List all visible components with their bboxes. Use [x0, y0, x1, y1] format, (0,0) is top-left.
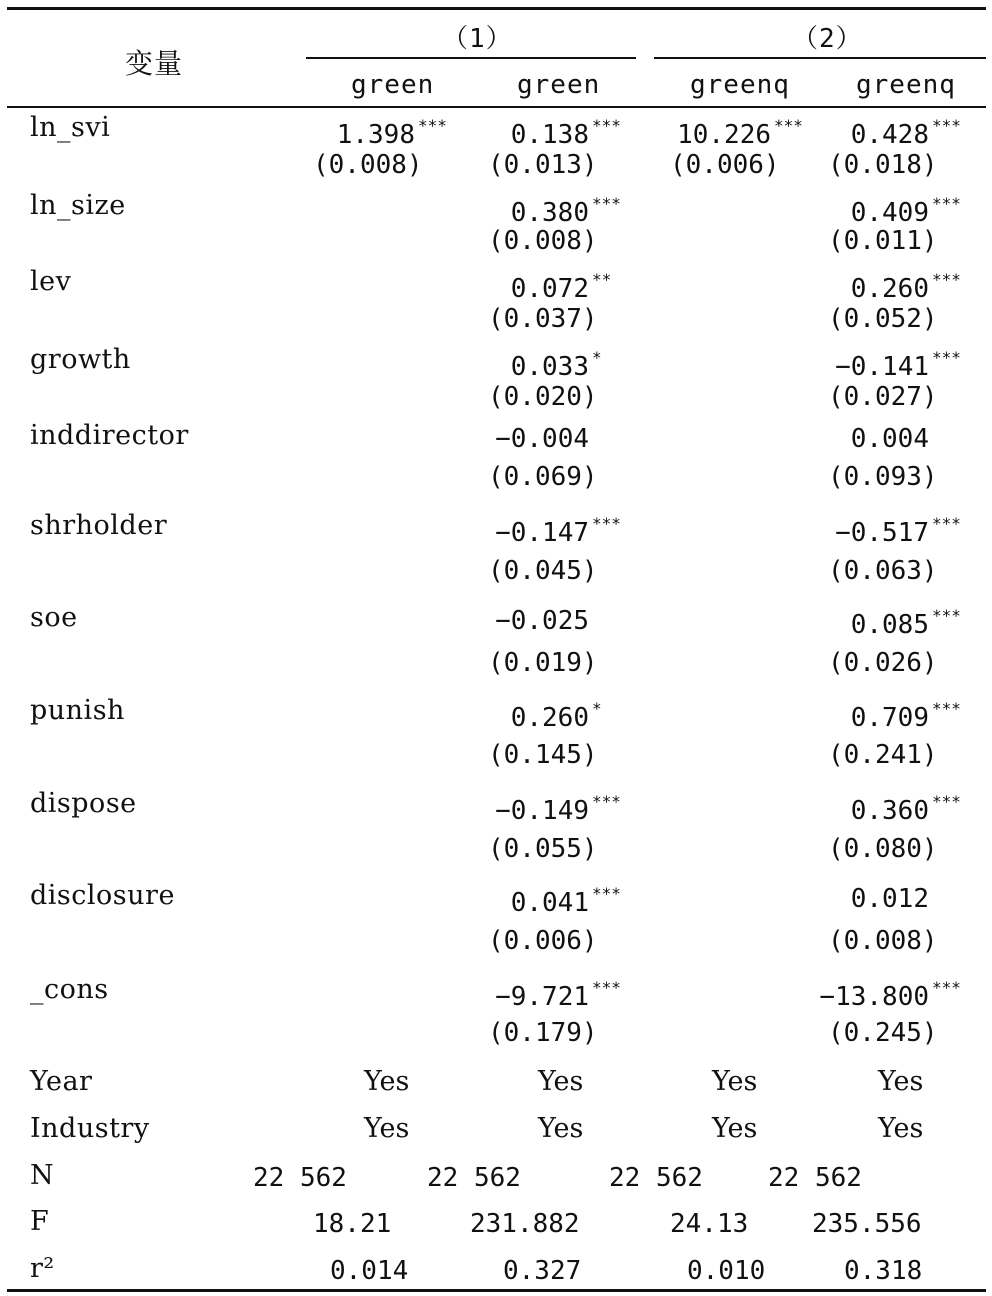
standard-error: (0.006) — [670, 150, 780, 180]
coefficient-cell — [495, 978, 626, 1012]
variable-label: dispose — [30, 788, 137, 819]
coefficient-value: −13.800 — [819, 982, 929, 1012]
significance-stars: *** — [592, 884, 621, 903]
footer-value: 0.327 — [503, 1256, 582, 1286]
variable-header: 变量 — [125, 47, 184, 80]
coefficient-cell — [851, 424, 966, 454]
variable-label: lev — [30, 266, 72, 297]
significance-stars: *** — [592, 792, 621, 811]
standard-error: (0.080) — [828, 834, 938, 864]
footer-value: Yes — [878, 1066, 924, 1097]
standard-error: (0.008) — [828, 926, 938, 956]
significance-stars: *** — [418, 116, 447, 135]
coefficient-value: 10.226 — [677, 120, 771, 150]
coefficient-value: 0.085 — [850, 610, 929, 640]
coefficient-cell — [511, 270, 626, 304]
coefficient-value: 0.072 — [510, 274, 589, 304]
significance-stars: ** — [592, 270, 612, 289]
standard-error: (0.018) — [828, 150, 938, 180]
footer-value: 22 562 — [253, 1163, 347, 1193]
coefficient-value: −0.025 — [495, 606, 589, 636]
coefficient-value: 0.041 — [510, 888, 589, 918]
standard-error: (0.055) — [488, 834, 598, 864]
col1-header: green — [351, 70, 435, 100]
footer-value: Yes — [364, 1113, 410, 1144]
variable-label: punish — [30, 695, 125, 726]
standard-error: (0.145) — [488, 740, 598, 770]
significance-stars: *** — [932, 792, 961, 811]
coefficient-cell — [851, 116, 966, 150]
coefficient-cell — [511, 116, 626, 150]
coefficient-cell — [835, 514, 966, 548]
variable-label: inddirector — [30, 420, 189, 451]
significance-stars: * — [592, 348, 602, 367]
coefficient-value: 0.033 — [510, 352, 589, 382]
standard-error: (0.011) — [828, 226, 938, 256]
footer-value: 235.556 — [812, 1209, 922, 1239]
footer-value: Yes — [364, 1066, 410, 1097]
coefficient-cell — [835, 348, 966, 382]
standard-error: (0.069) — [488, 462, 598, 492]
significance-stars: *** — [932, 699, 961, 718]
standard-error: (0.019) — [488, 648, 598, 678]
coefficient-value: 0.260 — [850, 274, 929, 304]
standard-error: (0.020) — [488, 382, 598, 412]
coefficient-cell — [851, 270, 966, 304]
coefficient-cell — [851, 699, 966, 733]
variable-label: disclosure — [30, 880, 175, 911]
coefficient-value: −0.149 — [495, 796, 589, 826]
significance-stars: *** — [932, 270, 961, 289]
footer-label: F — [30, 1206, 50, 1237]
footer-value: 0.318 — [844, 1256, 923, 1286]
standard-error: (0.241) — [828, 740, 938, 770]
coefficient-value: 0.409 — [850, 198, 929, 228]
significance-stars: *** — [932, 116, 961, 135]
coefficient-cell — [495, 514, 626, 548]
coefficient-value: 0.360 — [850, 796, 929, 826]
coefficient-value: 0.260 — [510, 703, 589, 733]
coefficient-cell — [337, 116, 452, 150]
significance-stars: *** — [932, 978, 961, 997]
coefficient-value: −0.147 — [495, 518, 589, 548]
footer-value: Yes — [712, 1066, 758, 1097]
col3-header: greenq — [690, 70, 790, 100]
significance-stars: *** — [592, 978, 621, 997]
variable-label: ln_svi — [30, 112, 111, 143]
footer-label: r² — [30, 1253, 55, 1284]
standard-error: (0.026) — [828, 648, 938, 678]
standard-error: (0.093) — [828, 462, 938, 492]
coefficient-cell — [495, 424, 626, 454]
significance-stars: *** — [932, 348, 961, 367]
variable-label: ln_size — [30, 190, 126, 221]
coefficient-value: 0.428 — [850, 120, 929, 150]
coefficient-value: −0.517 — [835, 518, 929, 548]
col4-header: greenq — [856, 70, 956, 100]
standard-error: (0.006) — [488, 926, 598, 956]
bottom-rule — [7, 1289, 986, 1292]
standard-error: (0.045) — [488, 556, 598, 586]
coefficient-cell — [511, 884, 626, 918]
variable-label: shrholder — [30, 510, 168, 541]
col2-header: green — [517, 70, 601, 100]
coefficient-value: 0.004 — [850, 424, 929, 454]
coefficient-cell — [511, 194, 626, 228]
group2-header: （2） — [792, 24, 863, 54]
coefficient-value: 1.398 — [336, 120, 415, 150]
group2-underline — [654, 57, 986, 59]
footer-value: 22 562 — [609, 1163, 703, 1193]
coefficient-cell — [851, 884, 966, 914]
standard-error: (0.245) — [828, 1018, 938, 1048]
variable-label: _cons — [30, 974, 109, 1005]
variable-label: growth — [30, 344, 131, 375]
footer-value: 22 562 — [427, 1163, 521, 1193]
footer-value: 22 562 — [768, 1163, 862, 1193]
header-rule — [7, 106, 986, 108]
coefficient-value: −0.004 — [495, 424, 589, 454]
footer-value: Yes — [712, 1113, 758, 1144]
standard-error: (0.008) — [313, 150, 423, 180]
footer-value: 0.014 — [330, 1256, 409, 1286]
standard-error: (0.027) — [828, 382, 938, 412]
coefficient-cell — [677, 116, 808, 150]
footer-value: Yes — [878, 1113, 924, 1144]
coefficient-cell — [511, 348, 626, 382]
coefficient-cell — [511, 699, 626, 733]
footer-value: 18.21 — [313, 1209, 392, 1239]
footer-value: Yes — [538, 1066, 584, 1097]
coefficient-value: −0.141 — [835, 352, 929, 382]
coefficient-cell — [495, 606, 626, 636]
group1-header: （1） — [442, 24, 513, 54]
coefficient-value: 0.138 — [510, 120, 589, 150]
standard-error: (0.052) — [828, 304, 938, 334]
standard-error: (0.063) — [828, 556, 938, 586]
significance-stars: *** — [592, 514, 621, 533]
group1-underline — [306, 57, 636, 59]
significance-stars: *** — [774, 116, 803, 135]
coefficient-value: 0.709 — [850, 703, 929, 733]
footer-value: 24.13 — [670, 1209, 749, 1239]
top-rule — [7, 7, 986, 10]
coefficient-cell — [851, 194, 966, 228]
coefficient-value: 0.012 — [850, 884, 929, 914]
standard-error: (0.013) — [488, 150, 598, 180]
standard-error: (0.037) — [488, 304, 598, 334]
coefficient-value: 0.380 — [510, 198, 589, 228]
coefficient-cell — [851, 606, 966, 640]
significance-stars: *** — [932, 194, 961, 213]
footer-value: 231.882 — [470, 1209, 580, 1239]
footer-value: Yes — [538, 1113, 584, 1144]
significance-stars: *** — [932, 606, 961, 625]
significance-stars: *** — [592, 194, 621, 213]
footer-value: 0.010 — [687, 1256, 766, 1286]
coefficient-cell — [495, 792, 626, 826]
standard-error: (0.179) — [488, 1018, 598, 1048]
significance-stars: *** — [932, 514, 961, 533]
footer-label: N — [30, 1160, 55, 1191]
coefficient-cell — [819, 978, 966, 1012]
footer-label: Year — [30, 1066, 93, 1097]
coefficient-cell — [851, 792, 966, 826]
coefficient-value: −9.721 — [495, 982, 589, 1012]
footer-label: Industry — [30, 1113, 150, 1144]
significance-stars: *** — [592, 116, 621, 135]
variable-label: soe — [30, 602, 78, 633]
significance-stars: * — [592, 699, 602, 718]
standard-error: (0.008) — [488, 226, 598, 256]
